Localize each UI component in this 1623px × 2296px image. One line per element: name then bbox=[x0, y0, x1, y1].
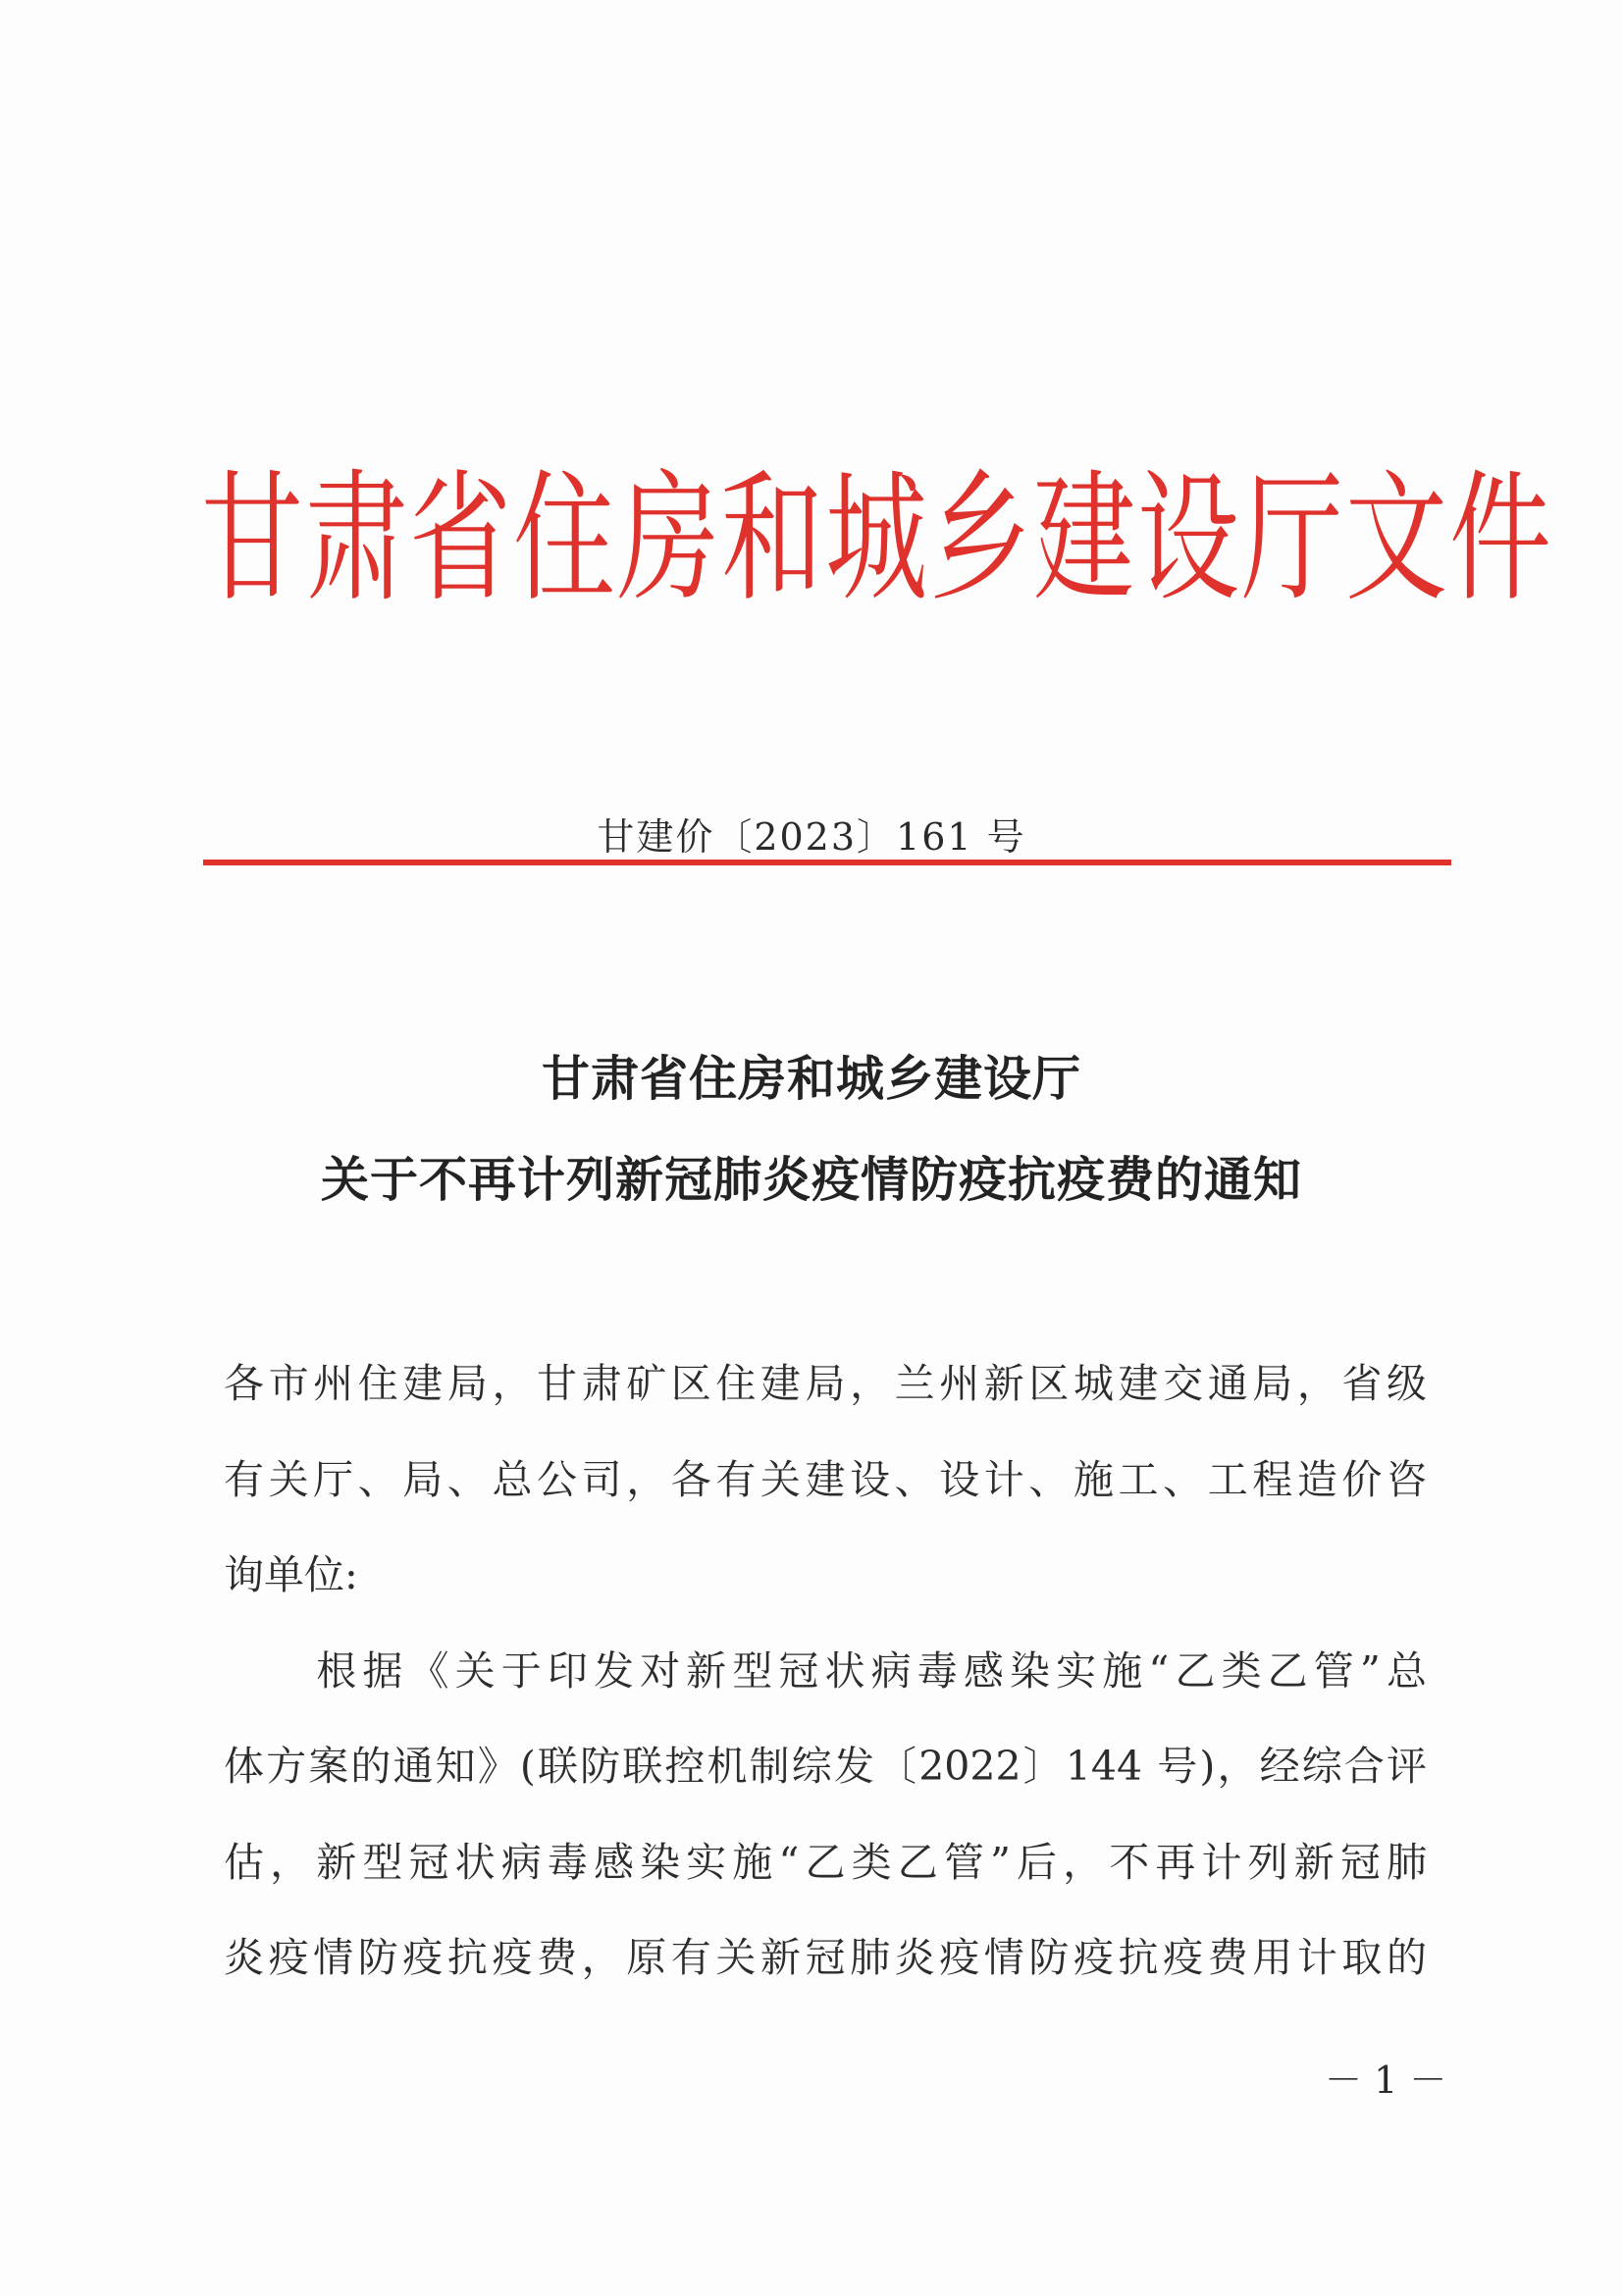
salutation-line: 有关厅、局、总公司，各有关建设、设计、施工、工程造价咨 bbox=[224, 1456, 1427, 1503]
paragraph-line: 根据《关于印发对新型冠状病毒感染实施“乙类乙管”总 bbox=[224, 1647, 1427, 1695]
paragraph-line: 炎疫情防疫抗疫费，原有关新冠肺炎疫情防疫抗疫费用计取的 bbox=[224, 1934, 1427, 1981]
masthead-title: 甘肃省住房和城乡建设厅文件 bbox=[201, 455, 1554, 621]
paragraph-line: 体方案的通知》(联防联控机制综发〔2022〕144 号)，经综合评 bbox=[224, 1743, 1427, 1790]
red-divider-line bbox=[203, 860, 1451, 865]
notice-title-line-2: 关于不再计列新冠肺炎疫情防疫抗疫费的通知 bbox=[320, 1152, 1302, 1208]
document-number: 甘建价〔2023〕161 号 bbox=[597, 815, 1026, 859]
paragraph-line: 估，新型冠状病毒感染实施“乙类乙管”后，不再计列新冠肺 bbox=[224, 1839, 1427, 1886]
salutation-line: 询单位: bbox=[224, 1551, 358, 1598]
salutation-line: 各市州住建局，甘肃矿区住建局，兰州新区城建交通局，省级 bbox=[224, 1360, 1427, 1407]
notice-title-line-1: 甘肃省住房和城乡建设厅 bbox=[541, 1051, 1081, 1107]
page-number: － 1 － bbox=[1325, 2059, 1447, 2102]
